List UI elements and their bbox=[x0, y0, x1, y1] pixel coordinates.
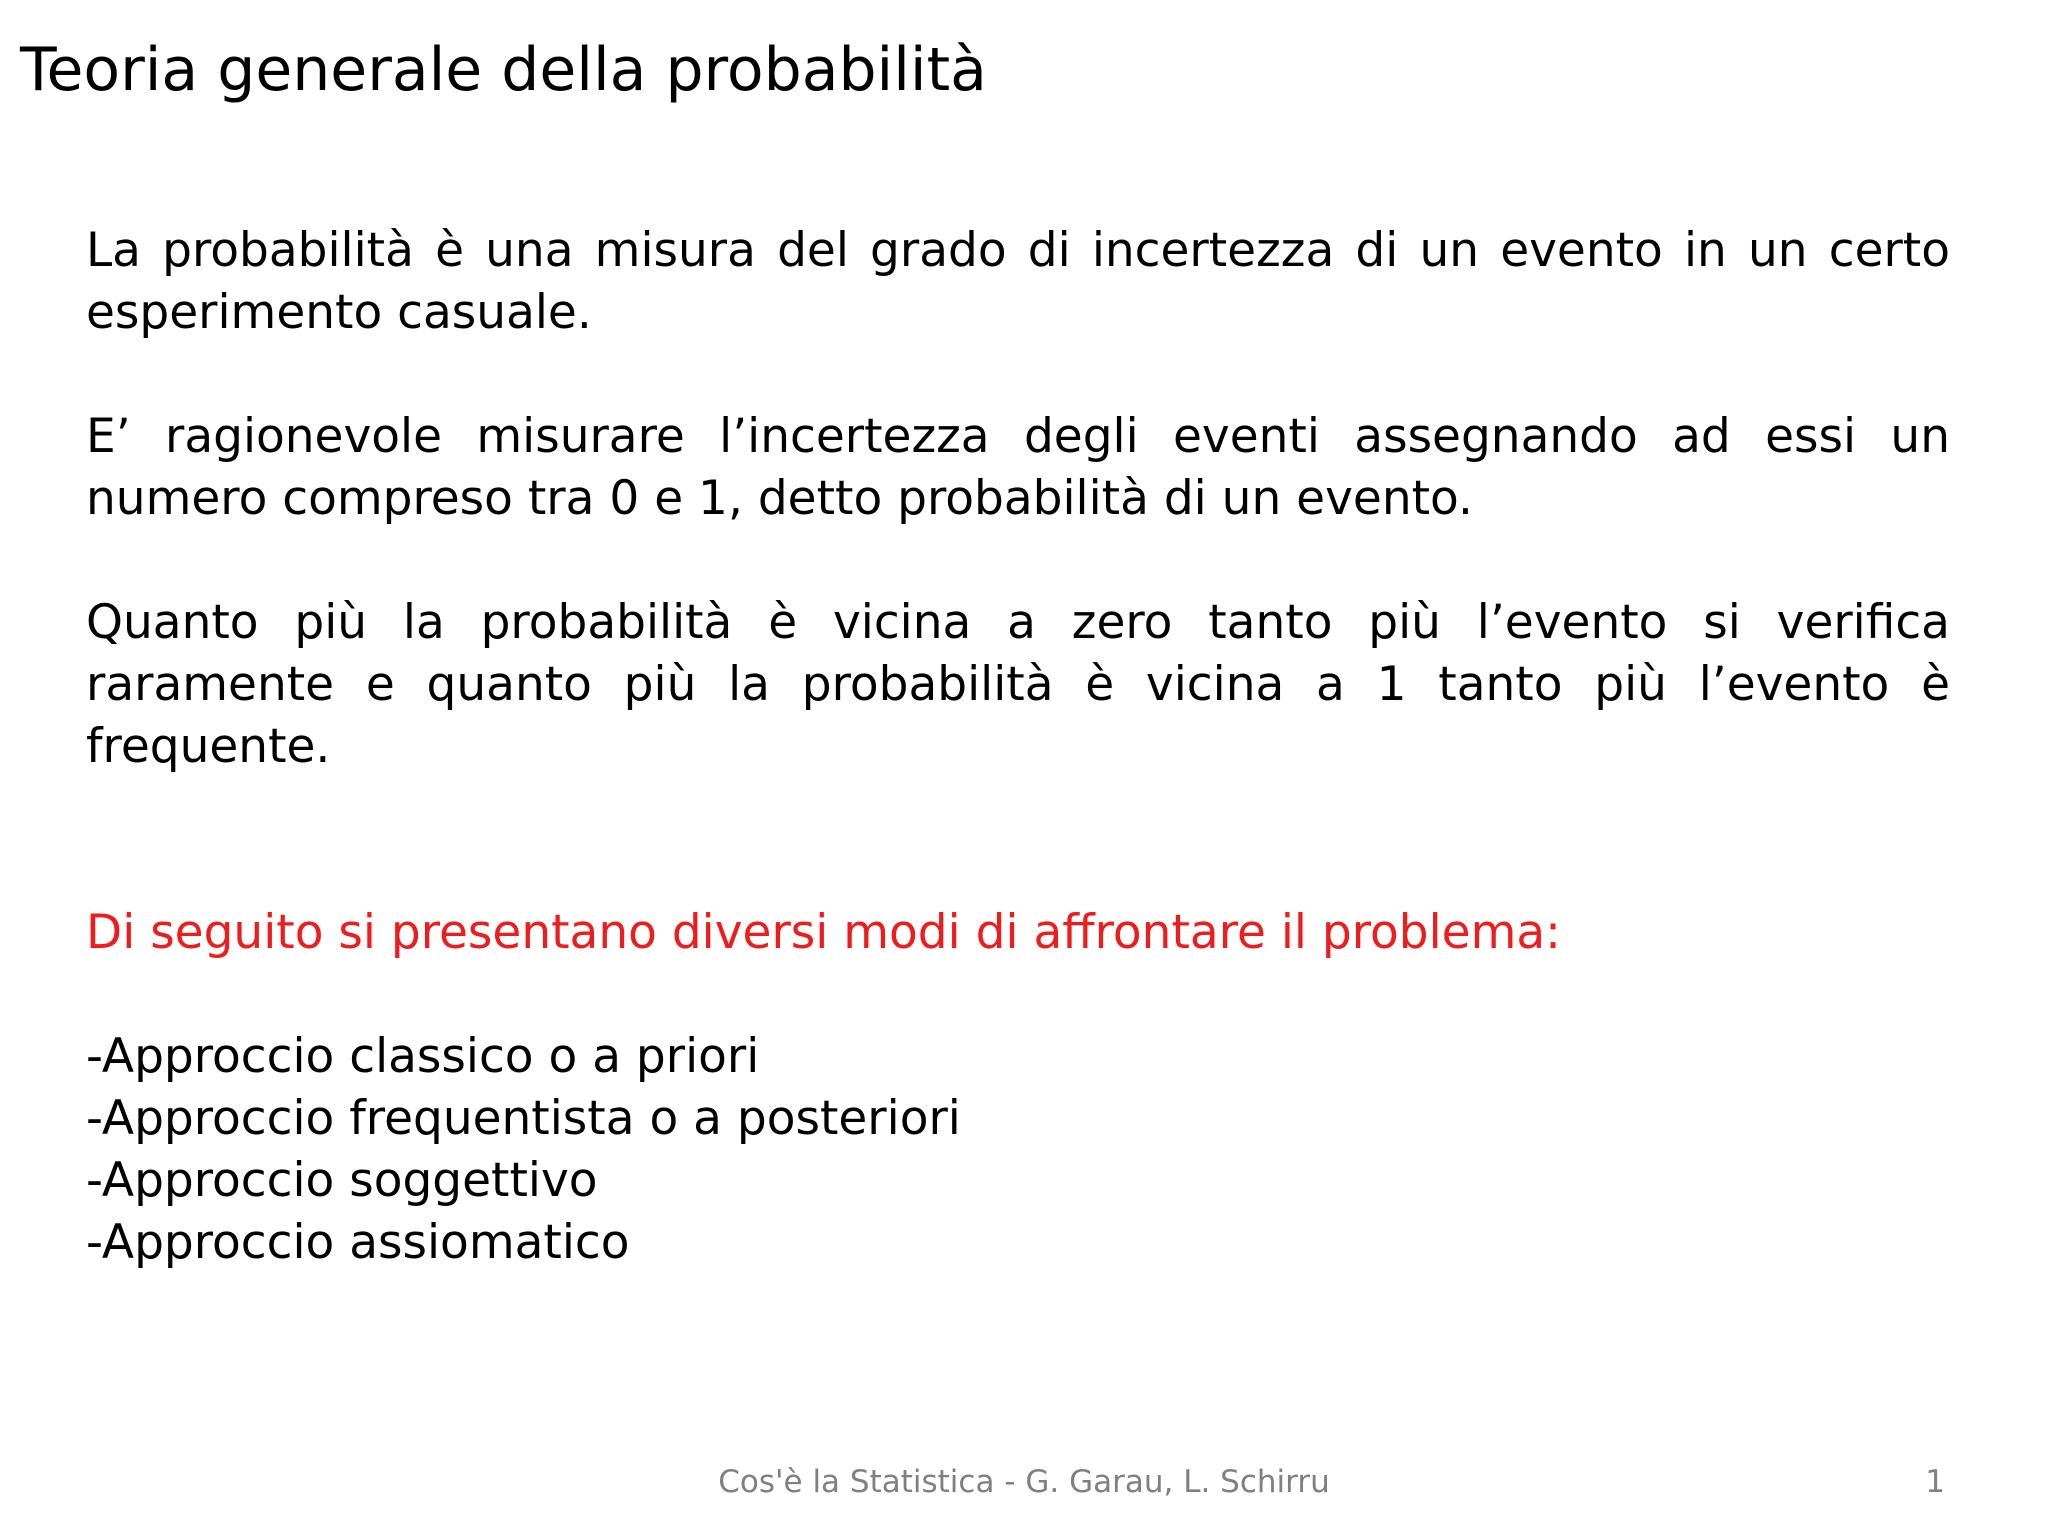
paragraph-definition: La probabilità è una misura del grado di incertezza di un evento in un certo esperimento casuale. bbox=[86, 223, 1950, 340]
paragraph-measure: E’ ragionevole misurare l’incertezza degli eventi assegnando ad essi un numero compreso tra 0 e 1, detto probabilità di un evento. bbox=[86, 409, 1950, 526]
paragraph-interpretation: Quanto più la probabilità è vicina a zero tanto più l’evento si verifica raramente e quanto più la probabilità è vicina a 1 tanto più l’evento è frequente. bbox=[86, 595, 1950, 774]
highlight-text: Di seguito si presentano diversi modi di affrontare il problema: bbox=[86, 905, 1562, 960]
page-number: 1 bbox=[1925, 1464, 1945, 1500]
list-item-axiomatic: -Approccio assiomatico bbox=[86, 1215, 630, 1270]
list-item-subjective: -Approccio soggettivo bbox=[86, 1153, 598, 1208]
footer-text: Cos'è la Statistica - G. Garau, L. Schirru bbox=[718, 1464, 1330, 1500]
slide-footer bbox=[0, 1462, 2048, 1502]
slide-body bbox=[86, 220, 1950, 1274]
list-item-classic: -Approccio classico o a priori bbox=[86, 1029, 760, 1084]
list-item-frequentist: -Approccio frequentista o a posteriori bbox=[86, 1091, 961, 1146]
slide-title: Teoria generale della probabilità bbox=[20, 35, 987, 105]
approaches-list bbox=[86, 1026, 1950, 1274]
